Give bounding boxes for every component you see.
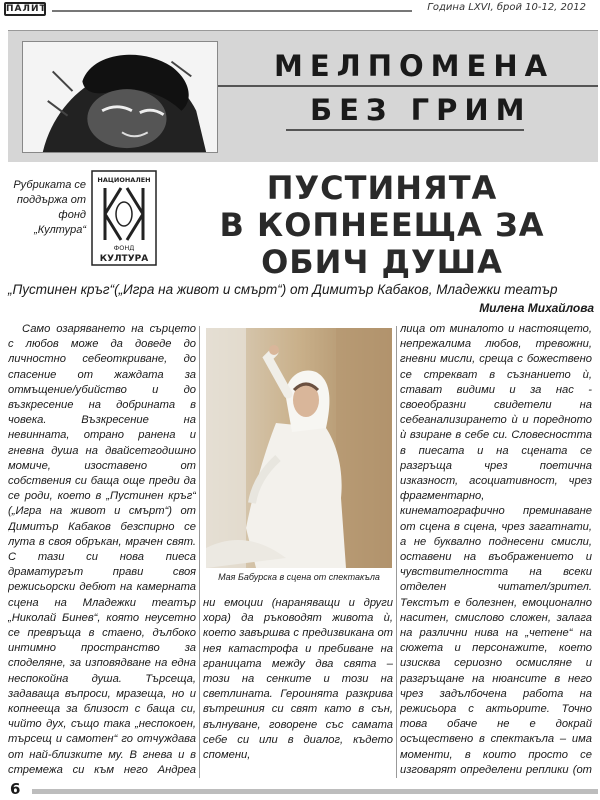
article-subtitle: „Пустинен кръг“(„Игра на живот и смърт“) от Димитър Кабаков, Младежки театър xyxy=(8,282,558,297)
headline-line-1: ПУСТИНЯТА xyxy=(266,169,498,207)
masthead xyxy=(0,0,600,20)
article-author: Милена Михайлова xyxy=(479,301,594,315)
page-number: 6 xyxy=(10,780,21,798)
sponsor-note: Рубриката се поддържа от фонд „Култура“ xyxy=(13,179,86,236)
section-title: МЕЛПОМЕНА xyxy=(274,49,555,83)
article-column-1 xyxy=(8,322,196,780)
header-face-image xyxy=(22,41,218,153)
stage-photo xyxy=(206,328,392,568)
headline-line-2: В КОПНЕЕЩА ЗА xyxy=(219,206,545,244)
magazine-logo: ПАЛИТ xyxy=(6,4,47,14)
fund-logo-mid-text: ФОНД xyxy=(113,244,135,252)
photo-caption: Мая Бабурска в сцена от спектакъла xyxy=(218,572,380,582)
column-2-text: ни емоции (нараняващи и други хора) да ръководят живота ѝ, което завършва с предизвикана от нея катастрофа и пребиване на границата между два свята – този на сенките и този на светлината. Героинята разкрива вътрешния си свят като в сън, вълнуване, говорене със самата себе си или в диалог, където спомени, xyxy=(203,597,393,762)
headline-line-3: ОБИЧ ДУША xyxy=(261,243,503,281)
section-subtitle: БЕЗ ГРИМ xyxy=(310,93,532,127)
article-column-3 xyxy=(400,322,592,780)
culture-fund-logo xyxy=(91,170,157,266)
fund-logo-bottom-text: КУЛТУРА xyxy=(99,254,149,264)
fund-logo-top-text: НАЦИОНАЛЕН xyxy=(97,176,151,184)
section-subtitle-rule xyxy=(286,129,524,131)
section-title-rule xyxy=(218,85,598,87)
section-header xyxy=(8,30,598,162)
footer-rule xyxy=(32,789,598,794)
article-column-2 xyxy=(203,596,393,780)
column-3-text: лица от миналото и настоящето, непрежалима любов, тревожни, гневни мисли, среща с божествено се стрекват в съзнанието ѝ, стават видими и за нас - своеобразни свидетели на себеанализирането ѝ и поредното ѝ взиране в себе си. Словесността в пиесата и на сцената се разгръща чрез поетична изказност, асоциативност, чрез фрагментарно, кинематографично преминаване от сцена в сцена, чрез загатнати, а не буквално поднесени смисли, оставени на въображението и чувствителността на всеки отделен читател/зрител. Текстът е болезнен, емоционално наситен, смислово сложен, залага на различни нива на „четене“ на сюжета и персонажите, което изисква сериозно осмисляне и разгръщане на нюансите в него чрез задълбочена работа на режисьора с актьорите. Точно това обаче не е докрай осъществено в спектакъла – има моменти, в които просто се изговарят определени реплики (от xyxy=(400,323,592,776)
article-headline xyxy=(166,170,598,281)
column-1-text: Само озаряването на сърцето с любов може да доведе до личностно себеоткриване, до спасение от жаждата за отмъщение/убийство и до възкресение на добрината в човека. Възкресение на невинната, отрано ранена и гневна душа на двайсетгодишно момиче, изоставено от собствения си баща още преди да се роди, което в „Пустинен кръг“ („Игра на живот и смърт“) от Димитър Кабаков безспирно се лута в своя обръкан, мрачен свят. С тази си нова пиеса драматургът прави своя режисьорски дебют на камерната сцена на Младежки театър „Николай Бинев“, която неусетно се превръща в стаено, дълбоко интимно пространство за споделяне, за изповядване на една неспокойна душа. Търсеща, задаваща въпроси, мразеща, но и копнееща за близост с баща си, чийто дух, също така „неспокоен, търсещ и самотен“ го отчуждава от най-близките му. В гнева и в стремежа си към него Андреа xyxy=(8,323,196,776)
issue-info: Година LXVI, брой 10-12, 2012 xyxy=(427,2,586,13)
masthead-rule xyxy=(52,10,412,12)
column-divider xyxy=(199,326,200,778)
column-divider xyxy=(396,326,397,778)
